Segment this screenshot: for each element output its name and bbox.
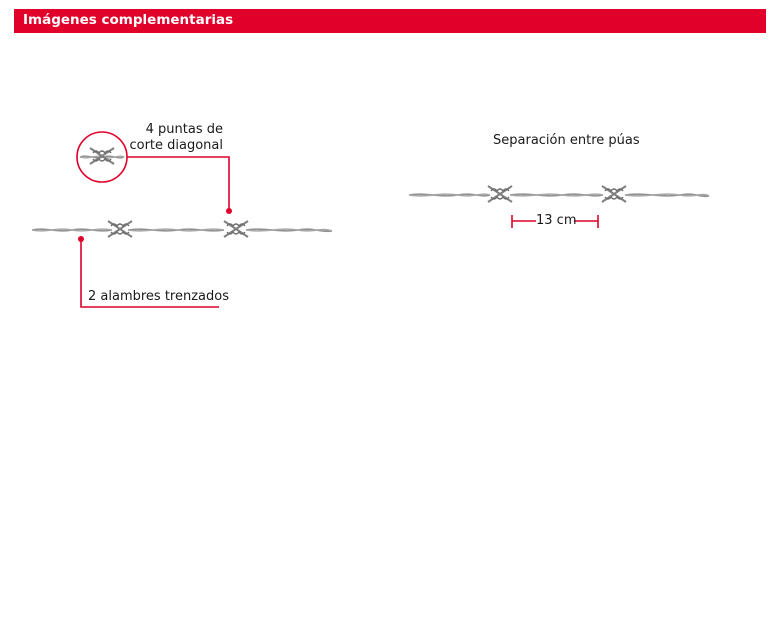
spacing-title: Separación entre púas	[493, 133, 640, 148]
wires-callout-label: 2 alambres trenzados	[88, 289, 229, 304]
barb-callout-label	[0, 122, 223, 154]
callout-dot	[226, 208, 232, 214]
header-title: Imágenes complementarias	[23, 12, 234, 28]
callout-dot	[78, 236, 84, 242]
barb-icon	[602, 186, 626, 202]
barb-callout-line-2: corte diagonal	[129, 138, 223, 153]
barb-callout-line-1: 4 puntas de	[145, 122, 223, 137]
barbed-wire-left	[32, 221, 332, 237]
spacing-value: 13 cm	[536, 213, 577, 228]
barbed-wire-right	[409, 186, 709, 202]
barb-icon	[108, 221, 132, 237]
barb-icon	[488, 186, 512, 202]
barb-icon	[224, 221, 248, 237]
